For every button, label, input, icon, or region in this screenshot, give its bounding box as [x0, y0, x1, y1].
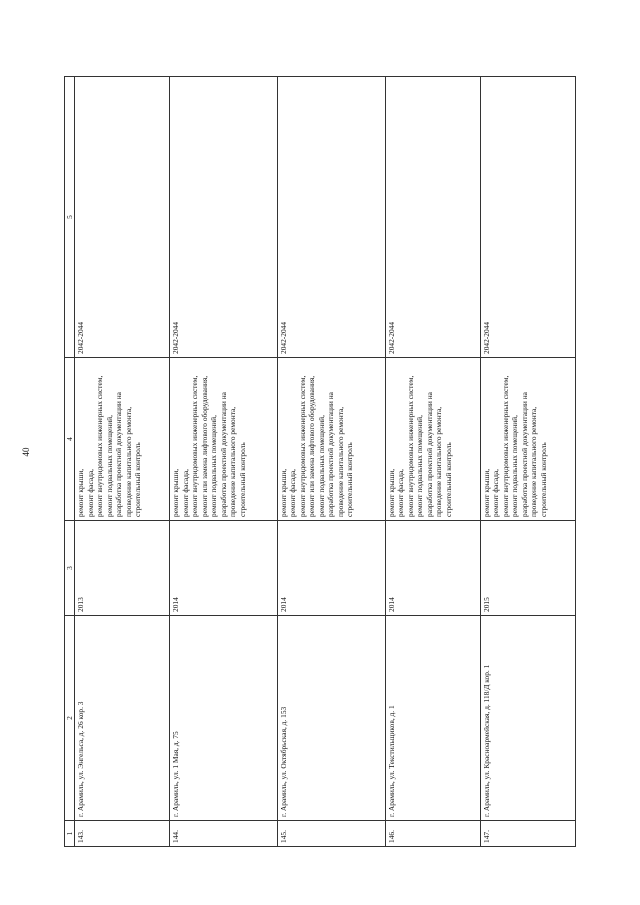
works-cell: [480, 358, 575, 521]
works-cell: [75, 358, 170, 521]
work-item: проведение капитального ремонта,: [335, 406, 345, 517]
year-cell: 2014: [385, 521, 480, 616]
work-item: ремонт внутридомовых инженерных систем,: [190, 375, 199, 517]
row-number: 145.: [277, 821, 385, 847]
address-cell: г. Арамиль, ул. Октябрьская, д. 153: [277, 616, 385, 821]
year-cell: 2015: [480, 521, 575, 616]
year-cell: 2013: [75, 521, 170, 616]
work-item: ремонт фасада,: [85, 469, 95, 517]
work-item: ремонт фасада,: [288, 469, 298, 517]
work-item: ремонт подвальных помещений,: [510, 415, 520, 517]
work-item: разработка проектной документации на: [326, 392, 336, 517]
period-cell: 2042-2044: [480, 77, 575, 358]
work-item: разработка проектной документации на: [424, 392, 434, 517]
table-row: [170, 77, 278, 847]
work-item: ремонт внутридомовых инженерных систем,: [297, 375, 307, 517]
work-item: ремонт подвальных помещений,: [316, 415, 326, 517]
rotated-table-container: [64, 77, 576, 847]
header-cell-4: 4: [65, 358, 75, 521]
work-item: ремонт крыши,: [386, 468, 396, 517]
table-row: [385, 77, 480, 847]
year-cell: 2014: [277, 521, 385, 616]
table-row: [277, 77, 385, 847]
work-item: строительный контроль: [133, 442, 142, 517]
work-item: разработка проектной документации на: [114, 392, 123, 517]
work-item: строительный контроль: [237, 442, 247, 517]
header-cell-5: 5: [65, 77, 75, 358]
row-number: 143.: [75, 821, 170, 847]
row-number: 146.: [385, 821, 480, 847]
work-item: ремонт фасада,: [180, 469, 190, 517]
address-cell: г. Арамиль, ул. 1 Мая, д. 75: [170, 616, 278, 821]
period-cell: 2042-2044: [385, 77, 480, 358]
work-item: ремонт внутридомовых инженерных систем,: [95, 375, 104, 517]
work-item: ремонт внутридомовых инженерных систем,: [500, 375, 510, 517]
address-cell: г. Арамиль, ул. Энгельса, д. 26 кор. 3: [75, 616, 170, 821]
year-cell: 2014: [170, 521, 278, 616]
capital-repair-table: [64, 76, 576, 847]
work-item: ремонт или замена лифтового оборудования,: [199, 375, 209, 517]
works-cell: [170, 358, 278, 521]
work-item: ремонт или замена лифтового оборудования,: [307, 375, 317, 517]
work-item: ремонт внутридомовых инженерных систем,: [405, 375, 415, 517]
work-item: строительный контроль: [443, 442, 453, 517]
work-item: ремонт крыши,: [278, 468, 288, 517]
work-item: ремонт фасада,: [396, 469, 406, 517]
header-cell-3: 3: [65, 521, 75, 616]
header-row: [65, 77, 75, 847]
header-cell-1: 1: [65, 821, 75, 847]
address-cell: г. Арамиль, ул. Текстильщиков, д. 1: [385, 616, 480, 821]
page-number: 40: [21, 447, 31, 457]
row-number: 144.: [170, 821, 278, 847]
work-item: ремонт фасада,: [491, 469, 501, 517]
period-cell: 2042-2044: [75, 77, 170, 358]
period-cell: 2042-2044: [277, 77, 385, 358]
work-item: ремонт крыши,: [481, 468, 491, 517]
table-row: [75, 77, 170, 847]
work-item: ремонт подвальных помещений,: [415, 415, 425, 517]
work-item: ремонт крыши,: [171, 468, 180, 517]
work-item: строительный контроль: [538, 442, 548, 517]
work-item: проведение капитального ремонта,: [529, 406, 539, 517]
work-item: проведение капитального ремонта,: [123, 406, 133, 517]
work-item: проведение капитального ремонта,: [434, 406, 444, 517]
work-item: ремонт крыши,: [76, 468, 85, 517]
period-cell: 2042-2044: [170, 77, 278, 358]
work-item: разработка проектной документации на: [218, 392, 228, 517]
header-cell-2: 2: [65, 616, 75, 821]
work-item: разработка проектной документации на: [519, 392, 529, 517]
row-number: 147.: [480, 821, 575, 847]
work-item: ремонт подвальных помещений,: [209, 415, 218, 517]
address-cell: г. Арамиль, ул. Красноармейская, д. 118/Д кор. 1: [480, 616, 575, 821]
works-cell: [277, 358, 385, 521]
table-row: [480, 77, 575, 847]
work-item: строительный контроль: [345, 442, 355, 517]
works-cell: [385, 358, 480, 521]
work-item: проведение капитального ремонта,: [228, 406, 237, 517]
work-item: ремонт подвальных помещений,: [104, 415, 114, 517]
